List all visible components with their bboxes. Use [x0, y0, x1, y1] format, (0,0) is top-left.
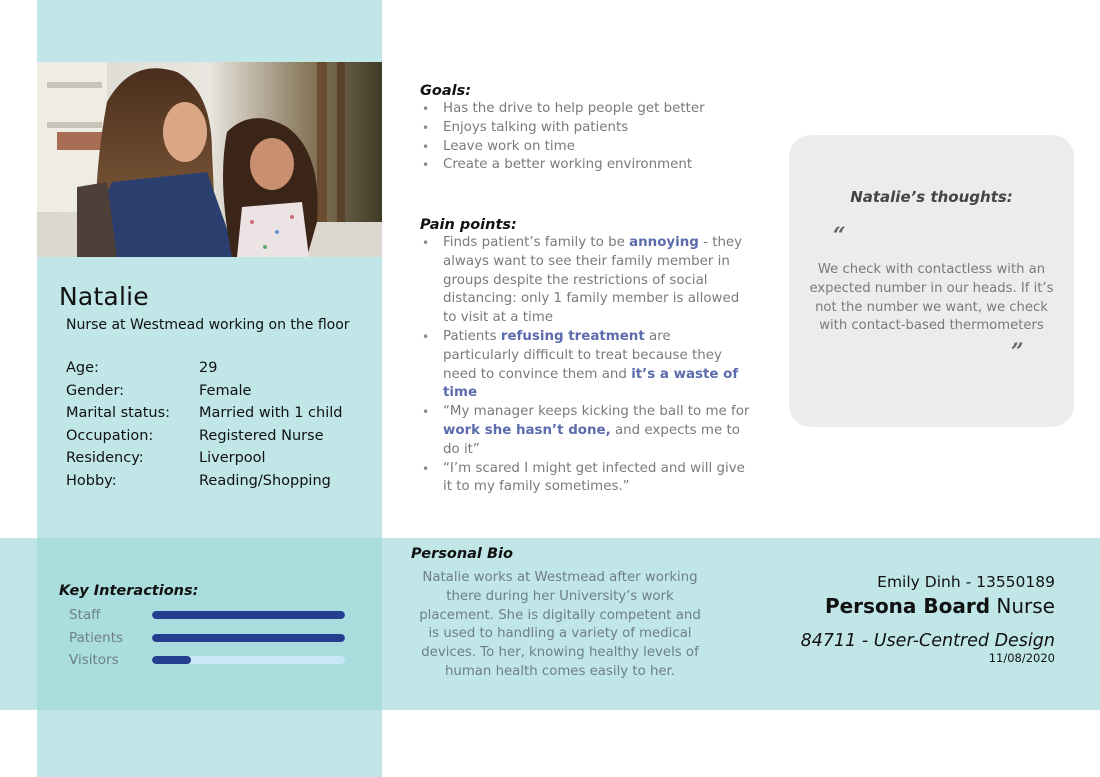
pain-text: “My manager keeps kicking the ball to me for — [443, 404, 750, 420]
pain-text: and expects me to do it” — [443, 422, 740, 457]
interaction-bar-fill — [152, 656, 191, 664]
pain-points-heading: Pain points: — [420, 217, 517, 233]
thoughts-heading: Natalie’s thoughts: — [850, 188, 1013, 206]
detail-row-occupation — [66, 425, 342, 448]
pain-highlight: work she hasn’t done, — [443, 422, 611, 438]
detail-row-marital-status — [66, 402, 342, 425]
key-interactions-list — [69, 604, 345, 672]
pain-point-item — [420, 328, 750, 403]
interaction-row-visitors — [69, 649, 345, 672]
goals-list — [420, 100, 750, 175]
detail-value: Registered Nurse — [199, 427, 324, 444]
persona-role: Nurse at Westmead working on the floor — [66, 317, 350, 333]
detail-row-age — [66, 357, 342, 380]
persona-name: Natalie — [59, 282, 149, 311]
pain-point-item — [420, 460, 750, 498]
pain-point-item — [420, 234, 750, 328]
interaction-row-staff — [69, 604, 345, 627]
course-line: 84711 - User-Centred Design — [800, 631, 1055, 651]
board-title-bold: Persona Board — [824, 594, 991, 618]
interaction-label: Visitors — [69, 652, 119, 669]
detail-value: Liverpool — [199, 450, 266, 466]
personal-bio-text: Natalie works at Westmead after working there during her University’s work placement. She is digitally competent and is used to handling a variety of medical devices. To her, knowing healthy levels of human health comes easily to her. — [419, 570, 701, 679]
board-title — [801, 592, 1055, 620]
interaction-bar-fill — [152, 634, 345, 642]
detail-row-residency — [66, 447, 342, 470]
key-interactions-heading: Key Interactions: — [59, 583, 199, 599]
pain-point-item — [420, 403, 750, 459]
pain-text: Patients — [443, 328, 501, 344]
detail-value: Reading/Shopping — [199, 472, 331, 489]
thoughts-card — [789, 135, 1074, 427]
open-quote-icon: “ — [833, 223, 846, 249]
pain-points-list — [420, 234, 750, 497]
pain-text: Finds patient’s family to be — [443, 235, 630, 250]
detail-label: Gender: — [66, 382, 125, 399]
close-quote-icon: ” — [1011, 339, 1024, 365]
pain-points-section — [420, 217, 750, 497]
goal-item: • Create a better working environment — [420, 156, 750, 175]
pain-text: are particularly difficult to treat because they need to convince them and — [443, 328, 722, 382]
pain-text: “I’m scared I might get infected and will give it to my family sometimes.” — [443, 460, 745, 495]
persona-photo-image — [37, 62, 382, 257]
thoughts-quote-text: We check with contactless with an expected number in our heads. If it’s not the number we want, we check with contact-based thermometers — [809, 262, 1054, 334]
date-line: 11/08/2020 — [988, 651, 1055, 665]
goal-item: • Enjoys talking with patients — [420, 119, 750, 138]
detail-value: 29 — [199, 360, 218, 376]
interaction-row-patients — [69, 627, 345, 650]
interaction-bar-fill — [152, 611, 345, 619]
persona-details — [66, 357, 342, 492]
detail-label: Residency: — [66, 450, 144, 466]
author-line: Emily Dinh - 13550189 — [877, 573, 1055, 591]
detail-row-hobby — [66, 470, 342, 493]
detail-label: Age: — [66, 360, 99, 376]
board-title-role: Nurse — [990, 594, 1055, 618]
interaction-label: Staff — [69, 607, 101, 624]
goal-item: • Has the drive to help people get better — [420, 100, 750, 119]
interaction-label: Patients — [69, 629, 124, 646]
detail-label: Occupation: — [66, 427, 154, 444]
pain-highlight: annoying — [629, 235, 699, 250]
detail-label: Marital status: — [66, 405, 171, 421]
credits-block — [801, 572, 1055, 665]
detail-row-gender — [66, 380, 342, 403]
pain-text: - they always want to see their family member in groups despite the restrictions of social distancing: only 1 family member is allowed to visit at a time — [443, 235, 743, 326]
interaction-bar-track — [152, 656, 345, 664]
personal-bio-heading: Personal Bio — [411, 546, 513, 562]
interaction-bar-track — [152, 634, 345, 642]
interaction-bar-track — [152, 611, 345, 619]
detail-value: Female — [199, 382, 252, 399]
goals-heading: Goals: — [420, 83, 472, 99]
detail-value: Married with 1 child — [199, 405, 343, 421]
goals-section — [420, 83, 750, 175]
detail-label: Hobby: — [66, 472, 117, 489]
goal-item: • Leave work on time — [420, 138, 750, 157]
pain-highlight: refusing treatment — [500, 328, 645, 344]
pain-highlight: it’s a waste of time — [443, 366, 739, 401]
persona-photo — [37, 62, 382, 257]
